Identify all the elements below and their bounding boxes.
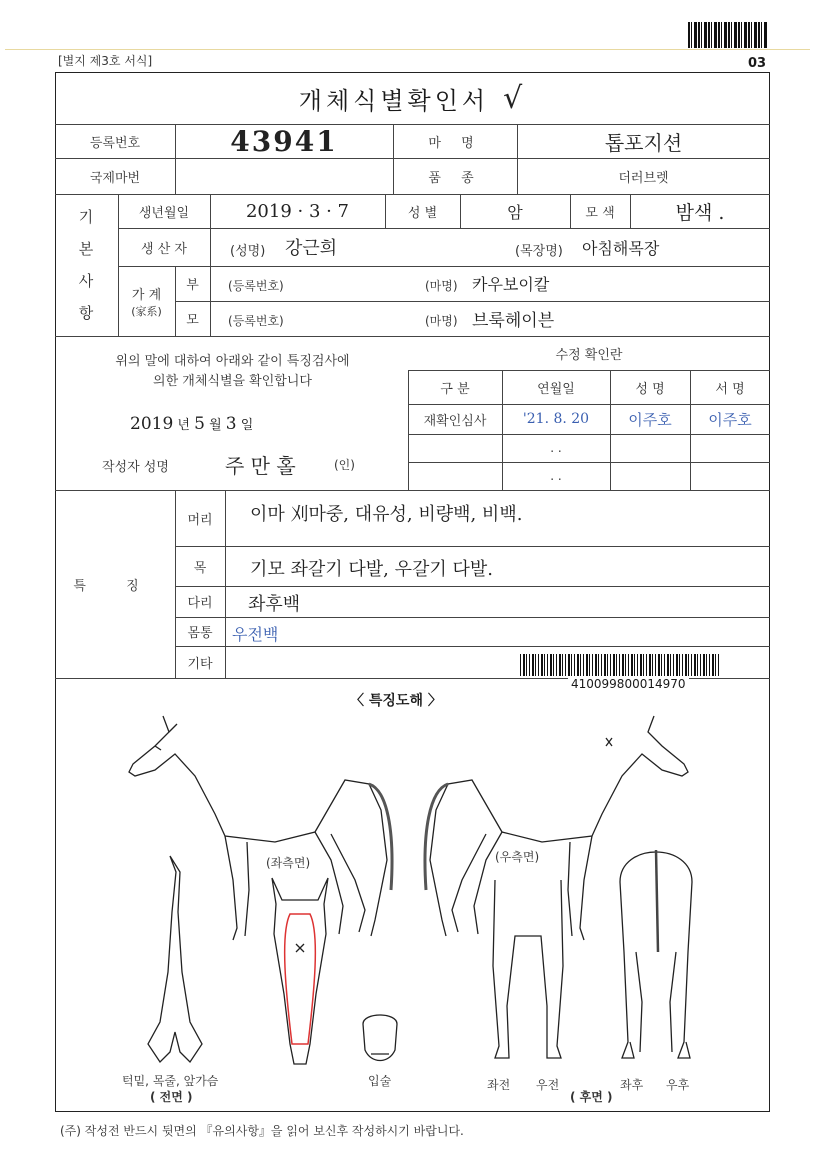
front-neck-view bbox=[140, 852, 210, 1082]
check-mark: √ bbox=[503, 80, 527, 116]
body-label: 몸통 bbox=[187, 626, 213, 641]
head-value: 이마 刈마중, 대유성, 비량백, 비백. bbox=[250, 504, 523, 525]
muzzle-label: 입술 bbox=[368, 1074, 392, 1088]
horse-name-label: 마 명 bbox=[428, 135, 482, 151]
confirm-date bbox=[130, 414, 253, 434]
form-reference: [별지 제3호 서식] bbox=[58, 54, 153, 68]
confirm-text bbox=[60, 350, 405, 394]
body-value: 우전백 bbox=[232, 625, 279, 644]
hind-right-label: 우후 bbox=[666, 1078, 690, 1092]
col-date: 연월일 bbox=[537, 381, 575, 397]
col-category: 구 분 bbox=[440, 381, 470, 397]
farm-label: (목장명) bbox=[515, 244, 563, 259]
top-barcode bbox=[688, 22, 768, 48]
legs-value: 좌후백 bbox=[248, 594, 301, 615]
confirm-day: 3 bbox=[225, 414, 237, 434]
confirm-year: 2019 bbox=[130, 414, 174, 434]
fore-left-label: 좌전 bbox=[487, 1078, 511, 1092]
basic-section-label: 기본사항 bbox=[78, 208, 94, 322]
row3-date: . . bbox=[550, 469, 562, 483]
horse-name-value: 톱포지션 bbox=[604, 130, 683, 155]
breed-label: 품 종 bbox=[428, 170, 482, 186]
intl-no-label: 국제마번 bbox=[89, 170, 141, 186]
col-name: 성 명 bbox=[635, 381, 665, 397]
sire-name-value: 카우보이칼 bbox=[472, 275, 550, 294]
dam-name-value: 브룩헤이븐 bbox=[472, 311, 555, 331]
title-text: 개체식별확인서 bbox=[298, 86, 490, 115]
features-section-label: 특 징 bbox=[73, 578, 157, 594]
month-label: 월 bbox=[209, 418, 222, 433]
front-label: ( 전면 ) bbox=[150, 1090, 193, 1104]
col-sign: 서 명 bbox=[715, 381, 745, 397]
writer-signature: 주 만 홀 bbox=[225, 454, 296, 478]
breeder-label: 생 산 자 bbox=[141, 241, 187, 257]
neck-label: 목 bbox=[193, 560, 207, 576]
sire-reg-label: (등록번호) bbox=[228, 279, 284, 293]
sex-value: 암 bbox=[507, 202, 523, 222]
breeder-name-value: 강근희 bbox=[285, 238, 338, 259]
other-label: 기타 bbox=[187, 656, 213, 672]
front-legs-view bbox=[485, 876, 571, 1066]
sire-label: 부 bbox=[186, 278, 199, 293]
sex-label: 성 별 bbox=[407, 205, 438, 221]
confirm-line-1: 위의 말에 대하여 아래와 같이 특징검사에 bbox=[115, 354, 350, 369]
face-front-view bbox=[262, 874, 338, 1074]
footer-note: (주) 작성전 반드시 뒷면의 『유의사항』을 읽어 보신후 작성하시기 바랍니다. bbox=[60, 1124, 464, 1138]
reg-no-label: 등록번호 bbox=[89, 135, 141, 151]
year-label: 년 bbox=[177, 418, 190, 433]
muzzle-view bbox=[355, 1010, 405, 1070]
reg-no-value: 43941 bbox=[230, 124, 338, 158]
sire-name-label: (마명) bbox=[425, 279, 458, 293]
confirm-month: 5 bbox=[194, 414, 205, 434]
dam-reg-label: (등록번호) bbox=[228, 314, 284, 328]
breed-value: 더러브렛 bbox=[618, 170, 669, 186]
color-value: 밤색 . bbox=[675, 201, 725, 224]
hind-left-label: 좌후 bbox=[620, 1078, 644, 1092]
breeder-name-label: (성명) bbox=[230, 244, 266, 259]
dam-name-label: (마명) bbox=[425, 314, 458, 328]
row1-category: 재확인심사 bbox=[423, 413, 487, 429]
top-rule bbox=[5, 49, 810, 50]
farm-value: 아침해목장 bbox=[582, 239, 660, 258]
dam-label: 모 bbox=[186, 313, 199, 328]
row1-sign: 이주호 bbox=[708, 410, 752, 429]
sample-barcode bbox=[520, 654, 720, 676]
rear-label: ( 후면 ) bbox=[570, 1090, 613, 1104]
row1-name: 이주호 bbox=[628, 410, 672, 429]
writer-label: 작성자 성명 bbox=[102, 460, 169, 475]
lineage-label bbox=[118, 266, 175, 336]
row1-date: '21. 8. 20 bbox=[522, 411, 590, 427]
seal-mark: (인) bbox=[334, 458, 355, 472]
row2-date: . . bbox=[550, 441, 562, 455]
birth-value: 2019 · 3 · 7 bbox=[245, 200, 350, 222]
form-title bbox=[55, 72, 770, 124]
front-caption: 턱밑, 목줄, 앞가슴 bbox=[122, 1074, 219, 1088]
fore-right-label: 우전 bbox=[536, 1078, 560, 1092]
day-label: 일 bbox=[240, 418, 254, 433]
legs-label: 다리 bbox=[187, 596, 213, 611]
head-label: 머리 bbox=[187, 512, 213, 528]
confirm-line-2: 의한 개체식별을 확인합니다 bbox=[153, 374, 312, 389]
right-side-label: (우측면) bbox=[495, 850, 540, 864]
rear-view bbox=[612, 842, 700, 1068]
neck-value: 기모 좌갈기 다발, 우갈기 다발. bbox=[250, 559, 493, 580]
page-number: 03 bbox=[748, 56, 767, 71]
barcode-number: 410099800014970 bbox=[568, 677, 689, 691]
left-side-label: (좌측면) bbox=[266, 856, 311, 870]
lineage-hanja: (家系) bbox=[131, 304, 162, 318]
revision-title: 수정 확인란 bbox=[555, 347, 623, 363]
lineage-text: 가 계 bbox=[131, 287, 162, 303]
diagram-title: 〈 특징도해 〉 bbox=[350, 693, 442, 709]
intl-no-value bbox=[175, 158, 393, 194]
color-label: 모 색 bbox=[585, 205, 615, 221]
birth-label: 생년월일 bbox=[138, 205, 190, 221]
